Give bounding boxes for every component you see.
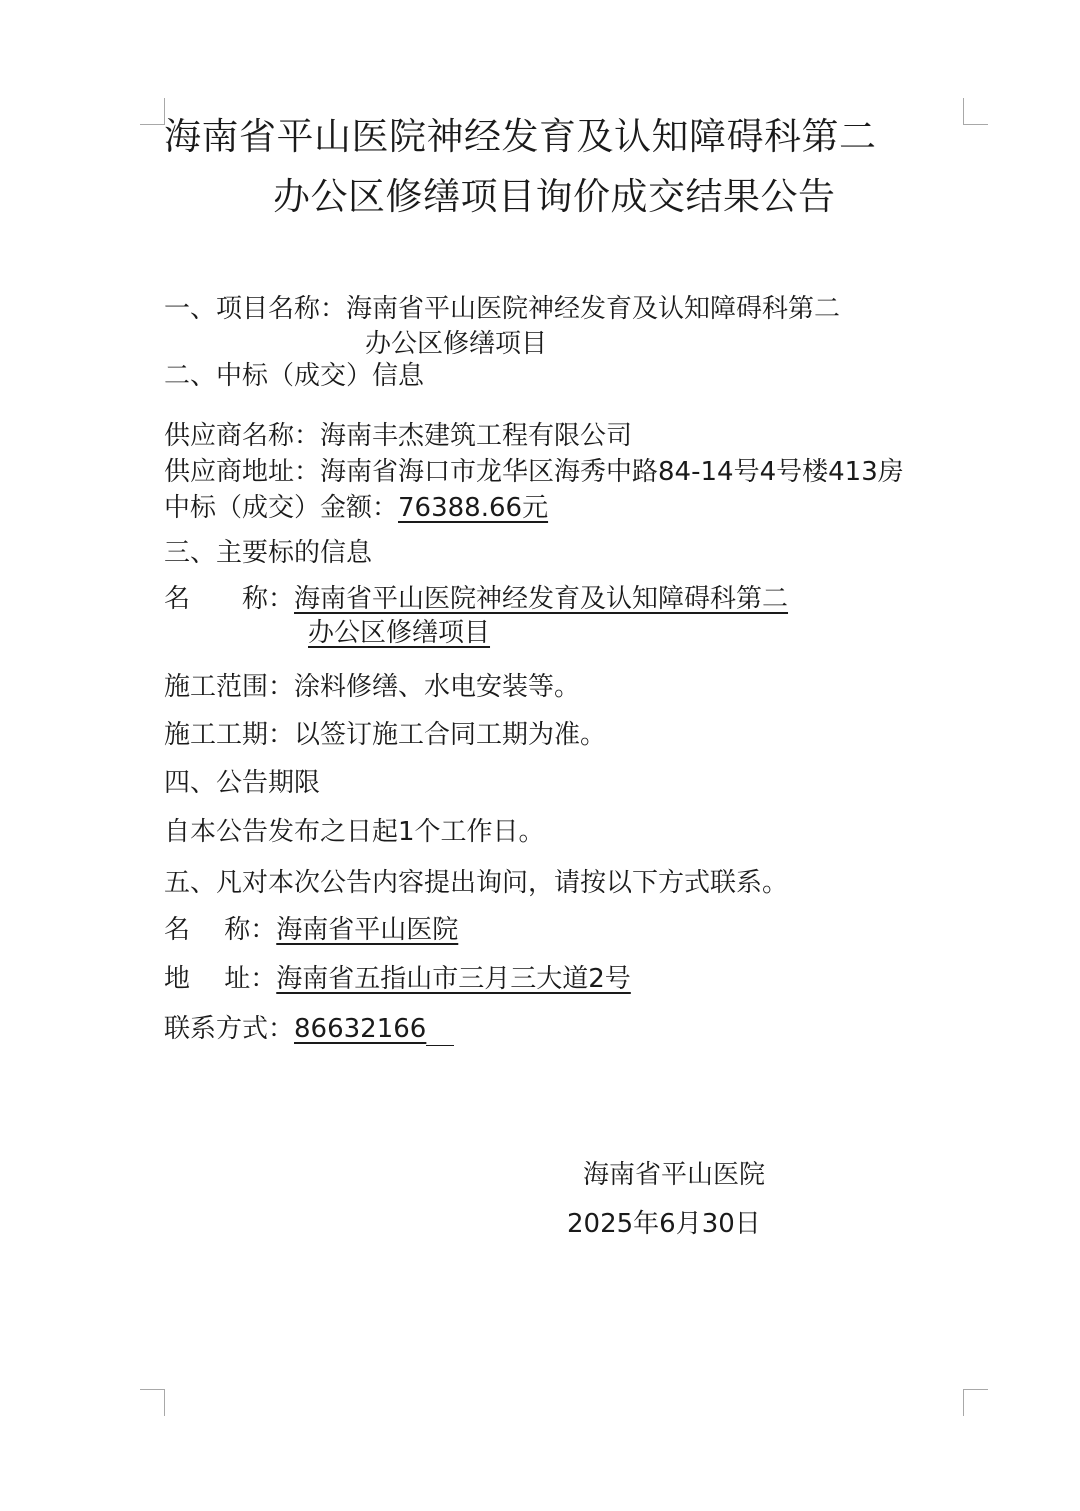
award-amount-value: 76388.66元	[398, 493, 549, 523]
supplier-address-row	[164, 455, 904, 489]
construction-scope-label: 施工范围：	[164, 672, 295, 702]
contact-address-row	[164, 962, 631, 996]
contact-phone-row	[164, 1012, 454, 1046]
crop-mark-top-right	[963, 98, 988, 125]
subject-name-value: 海南省平山医院神经发育及认知障碍科第二	[294, 584, 789, 614]
contact-name-value: 海南省平山医院	[276, 915, 459, 945]
award-amount-label: 中标（成交）金额：	[164, 493, 399, 523]
document-title-line1: 海南省平山医院神经发育及认知障碍科第二	[164, 115, 877, 158]
crop-mark-bottom-right	[963, 1389, 988, 1416]
construction-period-label: 施工工期：	[164, 720, 295, 750]
project-name-value-line2: 办公区修缮项目	[365, 329, 548, 359]
crop-mark-top-left	[140, 98, 165, 125]
signature-org: 海南省平山医院	[583, 1160, 766, 1190]
section5-heading: 五、凡对本次公告内容提出询问，请按以下方式联系。	[164, 868, 789, 898]
contact-address-value: 海南省五指山市三月三大道2号	[276, 964, 631, 994]
contact-name-label: 名 称：	[164, 915, 277, 945]
construction-scope-value: 涂料修缮、水电安装等。	[294, 672, 581, 702]
section4-heading: 四、公告期限	[164, 768, 321, 798]
underline-blank	[426, 1015, 454, 1046]
project-name-label: 一、项目名称：	[164, 294, 347, 324]
contact-phone-value: 86632166	[294, 1014, 427, 1044]
contact-phone-label: 联系方式：	[164, 1014, 295, 1044]
construction-scope-row	[164, 670, 580, 704]
supplier-name-row	[164, 419, 632, 453]
contact-address-label: 地 址：	[164, 964, 277, 994]
award-amount-row	[164, 491, 548, 525]
subject-name-value-line2: 办公区修缮项目	[308, 618, 491, 648]
section3-heading: 三、主要标的信息	[164, 538, 373, 568]
subject-name-line2-wrap	[308, 616, 490, 650]
section2-heading: 二、中标（成交）信息	[164, 361, 425, 391]
subject-name-label: 名 称：	[164, 584, 295, 614]
signature-date: 2025年6月30日	[567, 1209, 761, 1239]
contact-name-row	[164, 913, 458, 947]
notice-period-text: 自本公告发布之日起1个工作日。	[164, 817, 545, 847]
construction-period-value: 以签订施工合同工期为准。	[294, 720, 607, 750]
supplier-address-label: 供应商地址：	[164, 457, 321, 487]
supplier-name-label: 供应商名称：	[164, 421, 321, 451]
subject-name-row	[164, 582, 788, 616]
supplier-address-value: 海南省海口市龙华区海秀中路84-14号4号楼413房	[320, 457, 904, 487]
construction-period-row	[164, 718, 606, 752]
crop-mark-bottom-left	[140, 1389, 165, 1416]
project-name-row	[164, 292, 840, 326]
document-title-line2: 办公区修缮项目询价成交结果公告	[273, 175, 836, 218]
supplier-name-value: 海南丰杰建筑工程有限公司	[320, 421, 633, 451]
project-name-value: 海南省平山医院神经发育及认知障碍科第二	[346, 294, 841, 324]
